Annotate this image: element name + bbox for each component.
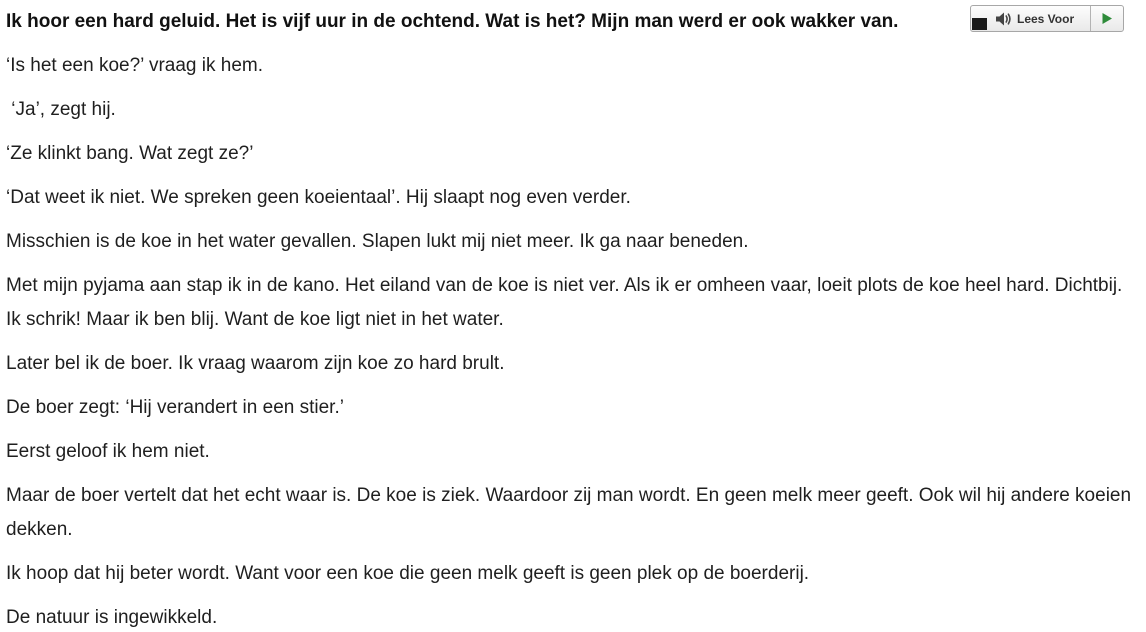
paragraph-3: ‘Ze klinkt bang. Wat zegt ze?’ (6, 143, 254, 164)
paragraph-6: Met mijn pyjama aan stap ik in de kano. Het eiland van de koe is niet ver. Als ik er omheen vaar, loeit plots de koe heel hard. Dichtbij. Ik schrik! Maar ik ben blij. Want de koe ligt niet in het water. (6, 275, 1123, 330)
paragraph-9: Eerst geloof ik hem niet. (6, 441, 210, 462)
paragraph-12: De natuur is ingewikkeld. (6, 607, 218, 628)
paragraph-1: ‘Is het een koe?’ vraag ik hem. (6, 55, 263, 76)
read-aloud-widget (970, 5, 1124, 32)
article-headline: Ik hoor een hard geluid. Het is vijf uur in de ochtend. Wat is het? Mijn man werd er ook wakker van. (6, 11, 899, 32)
paragraph-5: Misschien is de koe in het water gevallen. Slapen lukt mij niet meer. Ik ga naar beneden. (6, 231, 749, 252)
paragraph-2: ‘Ja’, zegt hij. (6, 99, 116, 120)
paragraph-11: Ik hoop dat hij beter wordt. Want voor een koe die geen melk geeft is geen plek op de boerderij. (6, 563, 810, 584)
read-aloud-button[interactable] (971, 6, 1091, 31)
read-aloud-label: Lees Voor (1017, 11, 1075, 26)
paragraph-7: Later bel ik de boer. Ik vraag waarom zijn koe zo hard brult. (6, 353, 505, 374)
paragraph-8: De boer zegt: ‘Hij verandert in een stier.’ (6, 397, 344, 418)
paragraph-10: Maar de boer vertelt dat het echt waar is. De koe is ziek. Waardoor zij man wordt. En geen melk meer geeft. Ook wil hij andere koeien dekken. (6, 485, 1132, 540)
play-button[interactable] (1091, 6, 1123, 31)
read-aloud-corner-marker (972, 18, 987, 30)
speaker-icon (995, 11, 1013, 27)
play-icon (1101, 12, 1113, 25)
paragraph-4: ‘Dat weet ik niet. We spreken geen koeientaal’. Hij slaapt nog even verder. (6, 187, 631, 208)
